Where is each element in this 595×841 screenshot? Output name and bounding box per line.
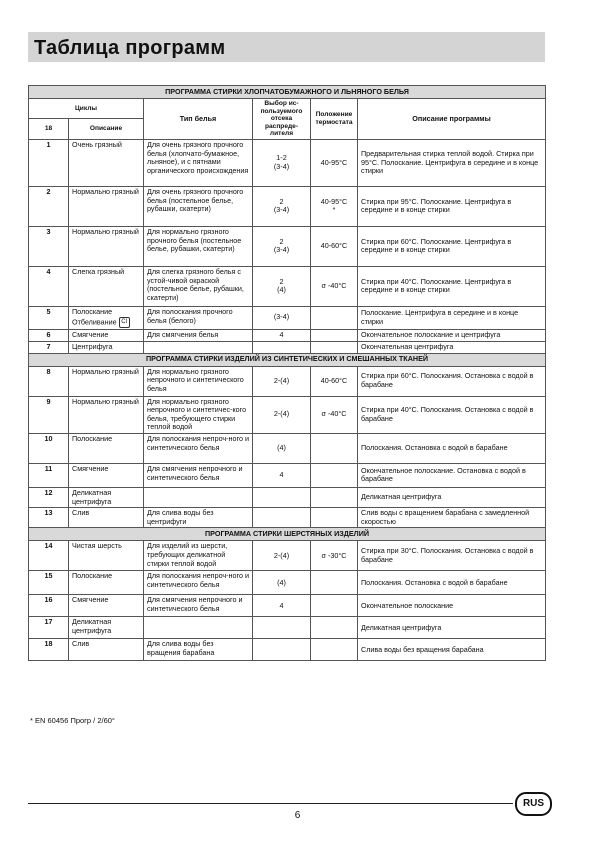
table-row xyxy=(29,341,546,353)
program-description: Окончательное полоскание xyxy=(358,595,546,617)
program-name-label: Смягчение xyxy=(72,463,109,473)
program-description: Полоскания. Остановка с водой в барабане xyxy=(358,433,546,463)
header-row xyxy=(29,99,546,119)
program-number: 12 xyxy=(29,487,69,507)
title-bar xyxy=(28,32,545,62)
program-name-label: Деликатная центрифуга xyxy=(72,487,112,506)
program-number: 9 xyxy=(29,396,69,433)
header-dispenser: Выбор ис-пользуемого отсека распреде-лителя xyxy=(253,99,311,140)
program-name-label: Очень грязный xyxy=(72,139,122,149)
program-number: 15 xyxy=(29,571,69,595)
program-name-label: Слегка грязный xyxy=(72,266,125,276)
fabric-type: Для изделий из шерсти, требующих деликатной стирки теплой водой xyxy=(144,541,253,571)
header-thermostat: Положение термостата xyxy=(311,99,358,140)
program-name-label: Слив xyxy=(72,508,90,518)
thermostat-position xyxy=(311,639,358,661)
program-name xyxy=(69,186,144,226)
thermostat-position xyxy=(311,433,358,463)
program-description: Полоскание. Центрифуга в середине и в конце стирки xyxy=(358,306,546,329)
dispenser-compartment xyxy=(253,341,311,353)
table-row xyxy=(29,366,546,396)
program-name xyxy=(69,595,144,617)
program-name xyxy=(69,329,144,341)
table-row xyxy=(29,433,546,463)
thermostat-position xyxy=(311,508,358,528)
program-name-label: Слив xyxy=(72,639,90,649)
section-title: ПРОГРАММА СТИРКИ ИЗДЕЛИЙ ИЗ СИНТЕТИЧЕСКИХ И СМЕШАННЫХ ТКАНЕЙ xyxy=(29,353,546,366)
program-description: Окончательная центрифуга xyxy=(358,341,546,353)
program-name-label: Нормально грязный xyxy=(72,226,139,236)
thermostat-position: 40-60°C xyxy=(311,226,358,266)
program-name-label: Смягчение xyxy=(72,329,109,339)
fabric-type: Для слива воды без центрифуги xyxy=(144,508,253,528)
fabric-type: Для слегка грязного белья с устой-чивой окраской (постельное белье, рубашки, скатерти) xyxy=(144,266,253,306)
program-name-label: Смягчение xyxy=(72,595,109,605)
thermostat-position: σ -40°C xyxy=(311,266,358,306)
table-row xyxy=(29,571,546,595)
thermostat-position: 40-95°C * xyxy=(311,186,358,226)
program-name-label: Центрифуга xyxy=(72,341,113,351)
thermostat-position xyxy=(311,595,358,617)
thermostat-position xyxy=(311,487,358,507)
thermostat-position xyxy=(311,341,358,353)
footer-rule xyxy=(28,803,513,804)
dispenser-compartment xyxy=(253,617,311,639)
program-name xyxy=(69,226,144,266)
dispenser-compartment: (4) xyxy=(253,433,311,463)
thermostat-position xyxy=(311,329,358,341)
thermostat-position: σ -40°C xyxy=(311,396,358,433)
program-name xyxy=(69,433,144,463)
program-name-label: Полоскание Отбеливание xyxy=(72,306,117,326)
fabric-type xyxy=(144,617,253,639)
program-number: 8 xyxy=(29,366,69,396)
program-name xyxy=(69,541,144,571)
header-description: Описание xyxy=(69,119,144,139)
dispenser-compartment xyxy=(253,508,311,528)
program-number: 16 xyxy=(29,595,69,617)
program-name xyxy=(69,508,144,528)
dispenser-compartment: 2-(4) xyxy=(253,396,311,433)
program-name-label: Нормально грязный xyxy=(72,396,139,406)
program-description: Слив воды с вращением барабана с замедленной скоростью xyxy=(358,508,546,528)
thermostat-position: σ -30°C xyxy=(311,541,358,571)
fabric-type: Для смягчения белья xyxy=(144,329,253,341)
table-row xyxy=(29,186,546,226)
table-row xyxy=(29,329,546,341)
table-row xyxy=(29,266,546,306)
program-number: 5 xyxy=(29,306,69,329)
program-name xyxy=(69,487,144,507)
dispenser-compartment: 1-2 (3-4) xyxy=(253,139,311,186)
table-row xyxy=(29,617,546,639)
fabric-type: Для очень грязного прочного белья (хлопчато-бумажное, льняное), и с пятнами органического происхождения xyxy=(144,139,253,186)
dispenser-compartment: 2-(4) xyxy=(253,541,311,571)
fabric-type: Для нормально грязного прочного белья (постельное белье, рубашки, скатерти) xyxy=(144,226,253,266)
dispenser-compartment: 2 (3-4) xyxy=(253,226,311,266)
fabric-type: Для полоскания прочного белья (белого) xyxy=(144,306,253,329)
program-number: 3 xyxy=(29,226,69,266)
header-fabric: Тип белья xyxy=(144,99,253,140)
program-table xyxy=(28,85,546,661)
table-row xyxy=(29,396,546,433)
program-description: Стирка при 60°С. Полоскания. Остановка с водой в барабане xyxy=(358,366,546,396)
program-number: 18 xyxy=(29,639,69,661)
program-name xyxy=(69,639,144,661)
program-name xyxy=(69,463,144,487)
dispenser-compartment: 4 xyxy=(253,595,311,617)
program-number: 1 xyxy=(29,139,69,186)
footnote: * EN 60456 Прогр / 2/60° xyxy=(30,716,115,725)
table-row xyxy=(29,487,546,507)
program-name xyxy=(69,306,144,329)
thermostat-position xyxy=(311,463,358,487)
program-name xyxy=(69,266,144,306)
dispenser-compartment: 2-(4) xyxy=(253,366,311,396)
section-title: ПРОГРАММА СТИРКИ ШЕРСТЯНЫХ ИЗДЕЛИЙ xyxy=(29,528,546,541)
program-name-label: Нормально грязный xyxy=(72,186,139,196)
header-program-desc: Описание программы xyxy=(358,99,546,140)
dispenser-compartment: (4) xyxy=(253,571,311,595)
program-description: Полоскания. Остановка с водой в барабане xyxy=(358,571,546,595)
table-row xyxy=(29,639,546,661)
program-name xyxy=(69,341,144,353)
program-description: Стирка при 30°С. Полоскания. Остановка с водой в барабане xyxy=(358,541,546,571)
fabric-type: Для нормально грязного непрочного и синтетического белья xyxy=(144,366,253,396)
section-header-row xyxy=(29,528,546,541)
program-description: Стирка при 40°С. Полоскание. Центрифуга в середине и в конце стирки xyxy=(358,266,546,306)
language-badge: RUS xyxy=(515,792,552,816)
fabric-type: Для смягчения непрочного и синтетического белья xyxy=(144,463,253,487)
table-row xyxy=(29,306,546,329)
fabric-type xyxy=(144,487,253,507)
table-row xyxy=(29,226,546,266)
fabric-type: Для очень грязного прочного белья (постельное белье, рубашки, скатерти) xyxy=(144,186,253,226)
section-title: ПРОГРАММА СТИРКИ ХЛОПЧАТОБУМАЖНОГО И ЛЬНЯНОГО БЕЛЬЯ xyxy=(29,86,546,99)
program-name xyxy=(69,396,144,433)
thermostat-position xyxy=(311,617,358,639)
section-header-row xyxy=(29,86,546,99)
program-description: Деликатная центрифуга xyxy=(358,617,546,639)
thermostat-position xyxy=(311,306,358,329)
program-description: Стирка при 95°С. Полоскание. Центрифуга в середине и в конце стирки xyxy=(358,186,546,226)
program-description: Слива воды без вращения барабана xyxy=(358,639,546,661)
dispenser-compartment: 2 (3-4) xyxy=(253,186,311,226)
program-number: 6 xyxy=(29,329,69,341)
program-number: 17 xyxy=(29,617,69,639)
program-number: 14 xyxy=(29,541,69,571)
dispenser-compartment xyxy=(253,487,311,507)
dispenser-compartment: 4 xyxy=(253,329,311,341)
header-count: 18 xyxy=(29,119,69,139)
table-row xyxy=(29,139,546,186)
program-number: 11 xyxy=(29,463,69,487)
bleach-icon: Cl xyxy=(119,317,130,328)
thermostat-position xyxy=(311,571,358,595)
program-description: Стирка при 40°С. Полоскания. Остановка с водой в барабане xyxy=(358,396,546,433)
program-name-label: Полоскание xyxy=(72,433,113,443)
dispenser-compartment: 4 xyxy=(253,463,311,487)
dispenser-compartment xyxy=(253,639,311,661)
program-name xyxy=(69,571,144,595)
table-row xyxy=(29,595,546,617)
program-number: 2 xyxy=(29,186,69,226)
program-name xyxy=(69,617,144,639)
program-name xyxy=(69,366,144,396)
program-name xyxy=(69,139,144,186)
program-number: 10 xyxy=(29,433,69,463)
section-header-row xyxy=(29,353,546,366)
program-description: Стирка при 60°С. Полоскание. Центрифуга в середине и в конце стирки xyxy=(358,226,546,266)
program-name-label: Нормально грязный xyxy=(72,366,139,376)
program-description: Деликатная центрифуга xyxy=(358,487,546,507)
thermostat-position: 40-60°C xyxy=(311,366,358,396)
fabric-type xyxy=(144,341,253,353)
page-number: 6 xyxy=(294,810,301,821)
dispenser-compartment: 2 (4) xyxy=(253,266,311,306)
fabric-type: Для полоскания непроч-ного и синтетического белья xyxy=(144,433,253,463)
program-name-label: Полоскание xyxy=(72,571,113,581)
dispenser-compartment: (3-4) xyxy=(253,306,311,329)
program-description: Окончательное полоскание. Остановка с водой в барабане xyxy=(358,463,546,487)
fabric-type: Для смягчения непрочного и синтетического белья xyxy=(144,595,253,617)
program-number: 4 xyxy=(29,266,69,306)
fabric-type: Для нормально грязного непрочного и синтетичес-кого белья, требующего стирки теплой водой xyxy=(144,396,253,433)
program-description: Предварительная стирка теплой водой. Стирка при 95°С. Полоскание. Центрифуга в середине и в конце стирки xyxy=(358,139,546,186)
page-title: Таблица программ xyxy=(34,37,226,59)
table-row xyxy=(29,463,546,487)
program-name-label: Чистая шерсть xyxy=(72,541,122,551)
fabric-type: Для полоскания непроч-ного и синтетического белья xyxy=(144,571,253,595)
thermostat-position: 40-95°C xyxy=(311,139,358,186)
program-number: 7 xyxy=(29,341,69,353)
table-row xyxy=(29,541,546,571)
header-cycles: Циклы xyxy=(29,99,144,119)
program-description: Окончательное полоскание и центрифуга xyxy=(358,329,546,341)
program-number: 13 xyxy=(29,508,69,528)
program-name-label: Деликатная центрифуга xyxy=(72,617,112,635)
fabric-type: Для слива воды без вращения барабана xyxy=(144,639,253,661)
table-row xyxy=(29,508,546,528)
